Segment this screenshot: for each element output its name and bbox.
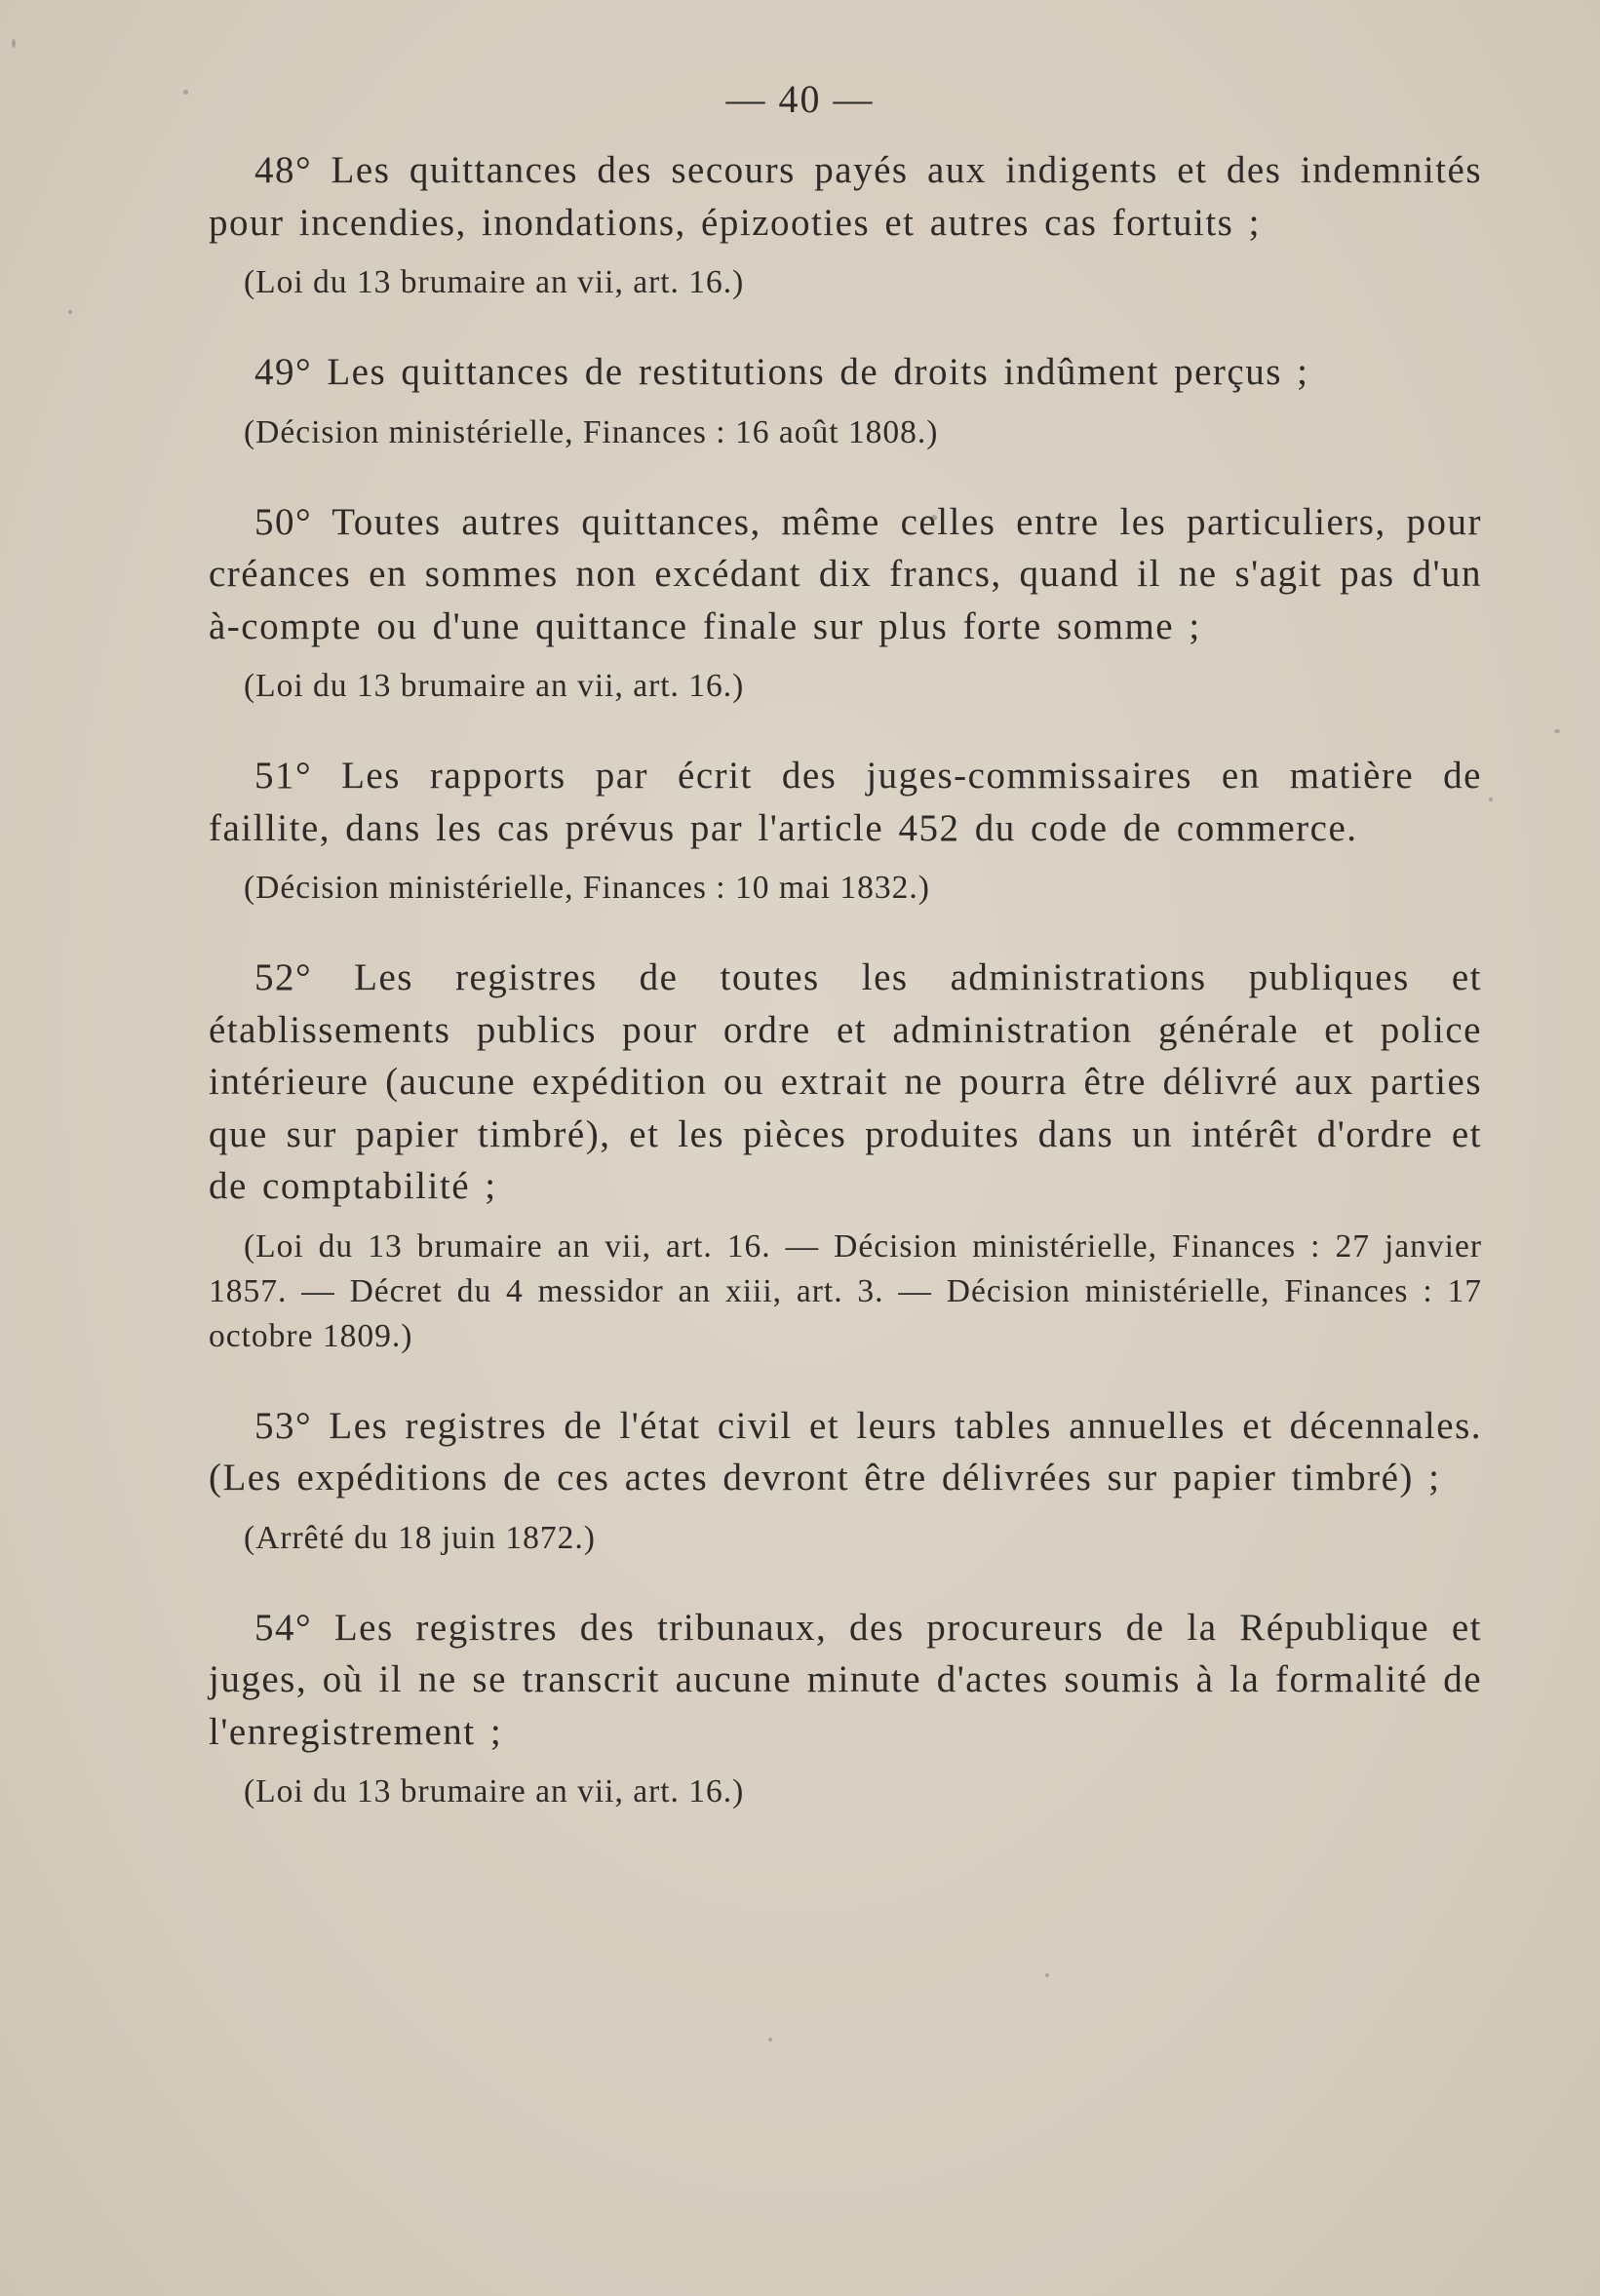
entry-53 (209, 1400, 1482, 1561)
entry-text: 54° Les registres des tribunaux, des procureurs de la République et juges, où il ne se transcrit aucune minute d'actes soumis à la formalité de l'enregistrement ; (209, 1606, 1482, 1753)
entry-51 (209, 750, 1482, 911)
entry-citation: (Loi du 13 brumaire an vii, art. 16. — Décision ministérielle, Finances : 27 janvier 1857. — Décret du 4 messidor an xiii, art. 3. — Décision ministérielle, Finances : 17 octobre 1809.) (209, 1227, 1482, 1354)
entry-text: 53° Les registres de l'état civil et leurs tables annuelles et décennales. (Les expéditions de ces actes devront être délivrées sur papier timbré) ; (209, 1404, 1482, 1498)
entry-49 (209, 346, 1482, 455)
entry-text: 51° Les rapports par écrit des juges-commissaires en matière de faillite, dans les cas prévus par l'article 452 du code de commerce. (209, 755, 1482, 849)
entry-text: 49° Les quittances de restitutions de droits indûment perçus ; (254, 351, 1309, 393)
entry-52 (209, 952, 1482, 1359)
entry-citation: (Loi du 13 brumaire an vii, art. 16.) (244, 1773, 745, 1810)
entry-text: 50° Toutes autres quittances, même celles entre les particuliers, pour créances en sommes non excédant dix francs, quand il ne s'agit pas d'un à-compte ou d'une quittance finale sur plus forte somme ; (209, 500, 1482, 647)
entry-text: 52° Les registres de toutes les administrations publiques et établissements publics pour ordre et administration générale et police intérieure (aucune expédition ou extrait ne pourra être délivré aux parties que sur papier timbré), et les pièces produites dans un intérêt d'ordre et de comptabilité ; (209, 956, 1482, 1207)
entry-citation: (Loi du 13 brumaire an vii, art. 16.) (244, 668, 745, 704)
entry-48 (209, 144, 1482, 305)
entry-citation: (Arrêté du 18 juin 1872.) (244, 1519, 596, 1556)
entry-citation: (Décision ministérielle, Finances : 10 mai 1832.) (244, 870, 930, 906)
entry-50 (209, 496, 1482, 710)
entry-citation: (Décision ministérielle, Finances : 16 août 1808.) (244, 413, 939, 450)
entry-citation: (Loi du 13 brumaire an vii, art. 16.) (244, 264, 745, 300)
text-column (209, 144, 1482, 1855)
entry-text: 48° Les quittances des secours payés aux indigents et des indemnités pour incendies, inondations, épizooties et autres cas fortuits ; (209, 149, 1482, 244)
page-number: — 40 — (725, 77, 875, 121)
entry-54 (209, 1602, 1482, 1815)
